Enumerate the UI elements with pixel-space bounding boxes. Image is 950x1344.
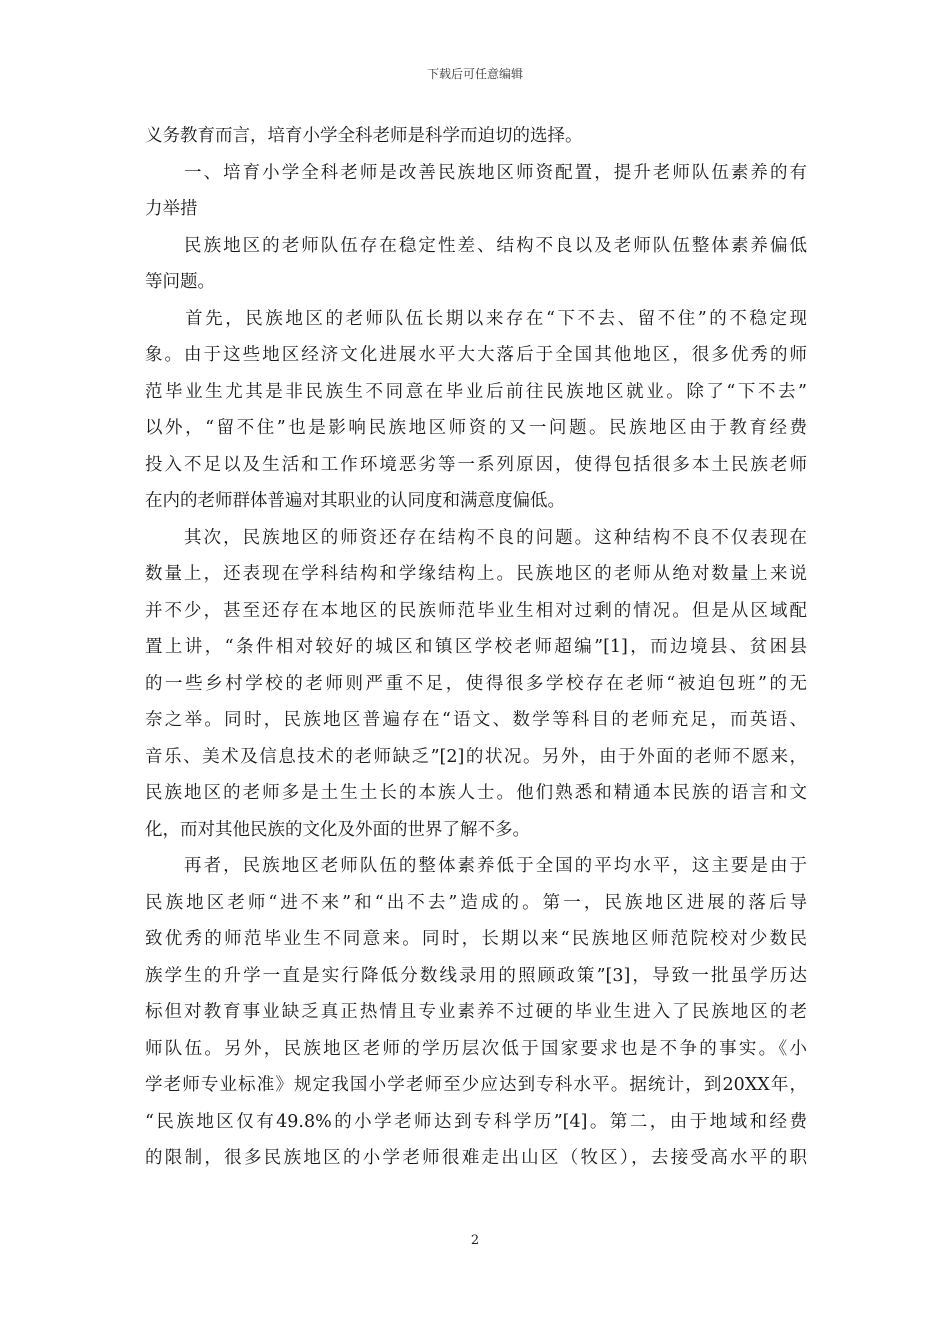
text-line: 力举措 <box>145 199 198 219</box>
text-line: 化，而对其他民族的文化及外面的世界了解不多。 <box>145 819 530 840</box>
text-line: 的一些乡村学校的老师则严重不足，使得很多学校存在老师“被迫包班”的无 <box>145 673 807 694</box>
text-line: 再者，民族地区老师队伍的整体素养低于全国的平均水平，这主要是由于 <box>145 856 807 876</box>
text-line: 数量上，还表现在学科结构和学缘结构上。民族地区的老师从绝对数量上来说 <box>145 564 807 584</box>
text-line: 义务教育而言，培育小学全科老师是科学而迫切的选择。 <box>145 126 583 146</box>
text-line: 致优秀的师范毕业生不同意来。同时，长期以来“民族地区师范院校对少数民 <box>145 929 807 949</box>
text-line: 学老师专业标准》规定我国小学老师至少应达到专科水平。据统计，到20XX年， <box>145 1075 807 1095</box>
text-line: 一、培育小学全科老师是改善民族地区师资配置，提升老师队伍素养的有 <box>145 162 807 183</box>
text-line: 标但对教育事业缺乏真正热情且专业素养不过硬的毕业生进入了民族地区的老 <box>145 1002 807 1022</box>
text-line: 族学生的升学一直是实行降低分数线录用的照顾政策”[3]，导致一批虽学历达 <box>145 965 807 986</box>
text-line: 等问题。 <box>145 272 215 292</box>
text-line: 并不少，甚至还存在本地区的民族师范毕业生相对过剩的情况。但是从区域配 <box>145 600 807 621</box>
text-line: 民族地区的老师队伍存在稳定性差、结构不良以及老师队伍整体素养偏低 <box>145 235 807 256</box>
text-line: 民族地区老师“进不来”和“出不去”造成的。第一，民族地区进展的落后导 <box>145 892 807 913</box>
document-body <box>145 118 807 1177</box>
text-line: 范毕业生尤其是非民族生不同意在毕业后前往民族地区就业。除了“下不去” <box>145 381 807 402</box>
text-line: “民族地区仅有49.8%的小学老师达到专科学历”[4]。第二，由于地域和经费 <box>145 1111 807 1132</box>
text-line: 以外，“留不住”也是影响民族地区师资的又一问题。民族地区由于教育经费 <box>145 418 807 438</box>
page-number: 2 <box>470 1233 480 1248</box>
text-line: 置上讲，“条件相对较好的城区和镇区学校老师超编”[1]，而边境县、贫困县 <box>145 637 807 657</box>
text-line: 象。由于这些地区经济文化进展水平大大落后于全国其他地区，很多优秀的师 <box>145 345 807 365</box>
text-line: 师队伍。另外，民族地区老师的学历层次低于国家要求也是不争的事实。《小 <box>145 1038 807 1059</box>
text-line: 音乐、美术及信息技术的老师缺乏”[2]的状况。另外，由于外面的老师不愿来， <box>145 746 807 767</box>
page-header: 下载后可任意编辑 <box>426 67 523 81</box>
text-line: 奈之举。同时，民族地区普遍存在“语文、数学等科目的老师充足，而英语、 <box>145 710 807 730</box>
text-line: 民族地区的老师多是土生土长的本族人士。他们熟悉和精通本民族的语言和文 <box>145 783 807 803</box>
text-line: 首先，民族地区的老师队伍长期以来存在“下不去、留不住”的不稳定现 <box>145 308 807 329</box>
text-line: 在内的老师群体普遍对其职业的认同度和满意度偏低。 <box>145 491 565 511</box>
text-line: 投入不足以及生活和工作环境恶劣等一系列原因，使得包括很多本土民族老师 <box>145 454 807 475</box>
text-line: 的限制，很多民族地区的小学老师很难走出山区（牧区），去接受高水平的职 <box>145 1148 807 1168</box>
text-line: 其次，民族地区的师资还存在结构不良的问题。这种结构不良不仅表现在 <box>145 527 807 548</box>
